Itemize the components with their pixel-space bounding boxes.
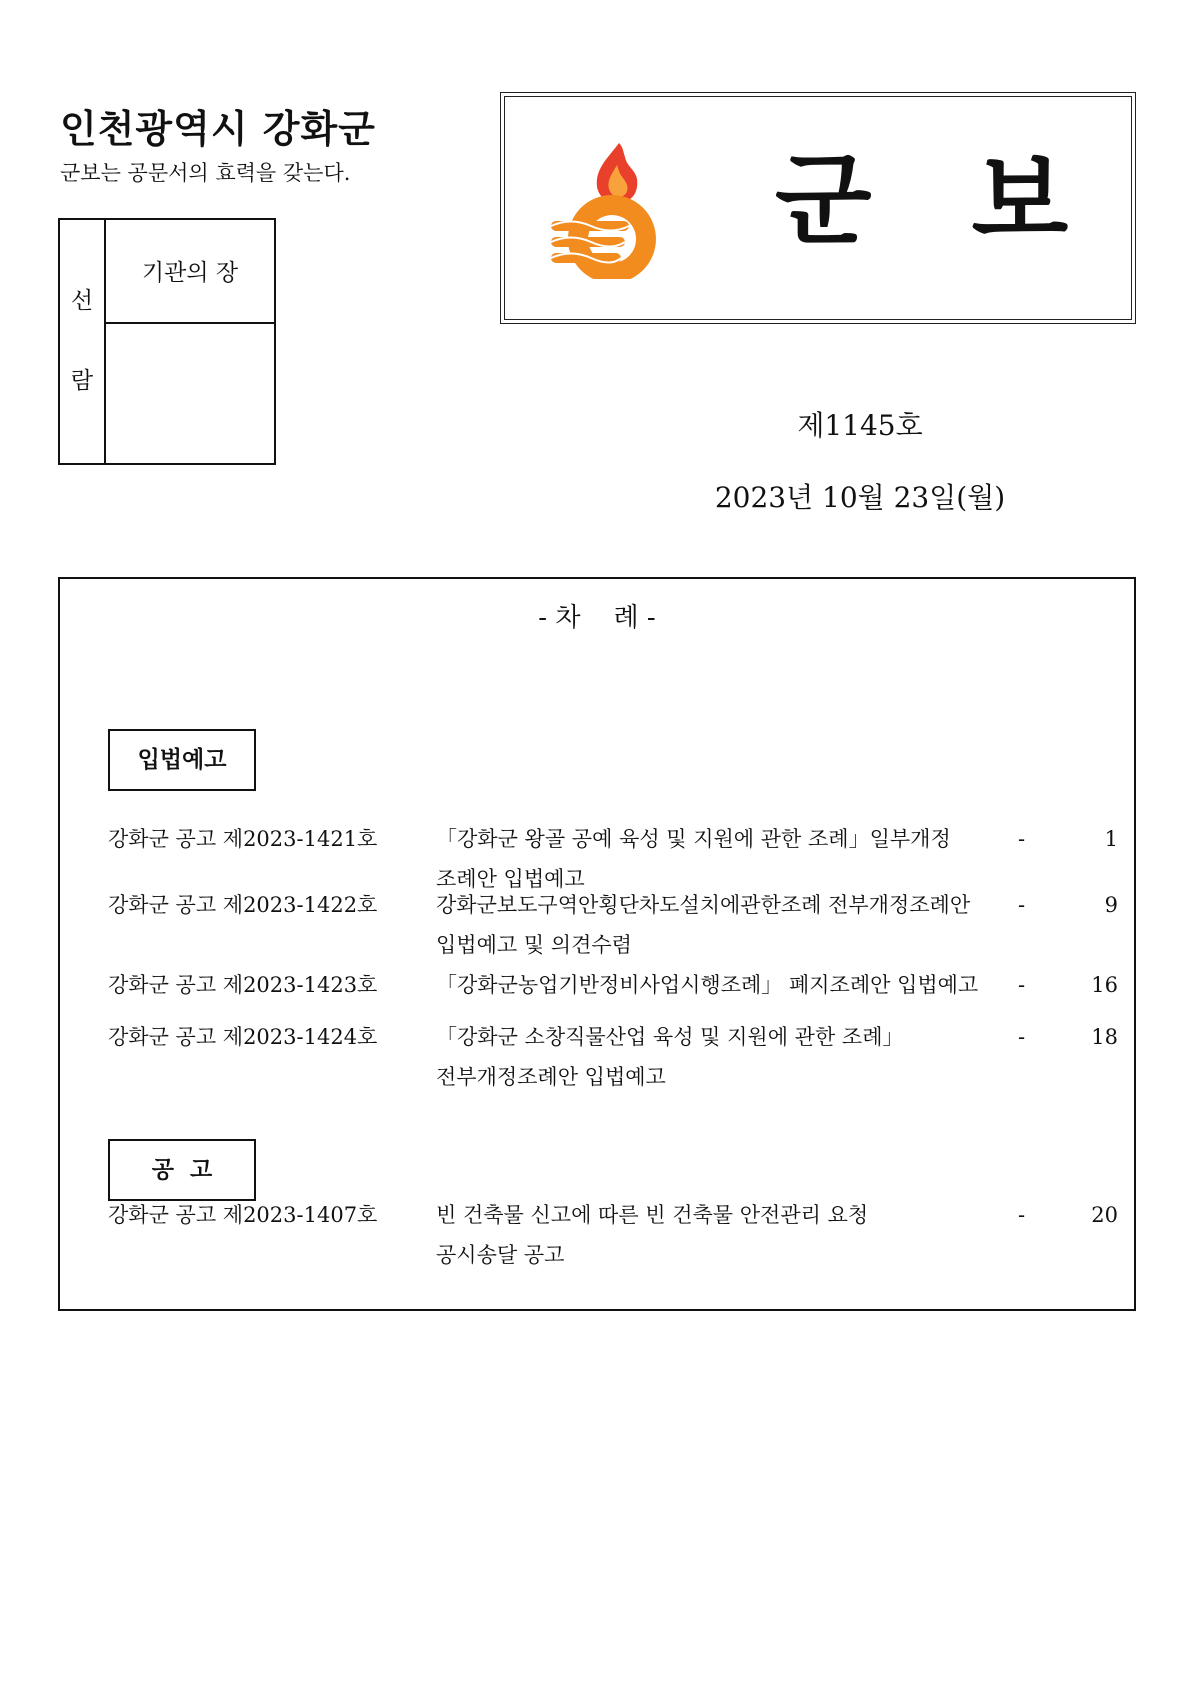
approval-side-char-1: 선: [70, 288, 94, 314]
approval-box: [58, 218, 276, 465]
table-of-contents: [58, 577, 1136, 1311]
entry-subject-line-1: 「강화군 왕골 공예 육성 및 지원에 관한 조례」일부개정: [436, 827, 951, 851]
approval-signature-area: [106, 324, 274, 463]
toc-title: - 차 례 -: [538, 603, 656, 633]
entry-subject: [436, 885, 1006, 965]
entry-subject-line-1: 빈 건축물 신고에 따른 빈 건축물 안전관리 요청: [436, 1203, 869, 1227]
entry-subject-line-2: 공시송달 공고: [436, 1243, 565, 1267]
entry-code: 강화군 공고 제2023-1423호: [108, 973, 378, 997]
entry-code: 강화군 공고 제2023-1424호: [108, 1025, 378, 1049]
entry-subject-line-1: 「강화군농업기반정비사업시행조례」 폐지조례안 입법예고: [436, 973, 979, 997]
entry-code: 강화군 공고 제2023-1421호: [108, 827, 378, 851]
entry-subject-line-2: 전부개정조례안 입법예고: [436, 1065, 666, 1089]
entry-dash: -: [1018, 1025, 1026, 1049]
section-label-legislative-notice: 입법예고: [108, 729, 256, 791]
ganghwa-county-emblem-icon: [547, 139, 677, 279]
entry-page-number: 16: [1091, 973, 1118, 997]
entry-dash: -: [1018, 1203, 1026, 1227]
issue-date: 2023년 10월 23일(월): [714, 481, 1006, 514]
section-label-public-notice: 공 고: [108, 1139, 256, 1201]
entry-dash: -: [1018, 973, 1026, 997]
entry-subject-line-1: 강화군보도구역안횡단차도설치에관한조례 전부개정조례안: [436, 893, 971, 917]
entry-subject-line-2: 조례안 입법예고: [436, 867, 585, 891]
entry-subject: [436, 965, 1006, 1005]
entry-page-number: 20: [1091, 1203, 1118, 1227]
entry-page-number: 1: [1104, 827, 1118, 851]
entry-page-number: 9: [1104, 893, 1118, 917]
issue-number: 제1145호: [797, 409, 923, 442]
entry-subject-line-2: 입법예고 및 의견수렴: [436, 933, 632, 957]
approval-side-char-2: 람: [70, 368, 94, 394]
approval-head-label: 기관의 장: [106, 220, 274, 324]
approval-side-label: [60, 220, 106, 463]
entry-page-number: 18: [1091, 1025, 1118, 1049]
tagline: 군보는 공문서의 효력을 갖는다.: [60, 161, 351, 185]
entry-subject: [436, 1195, 1006, 1275]
entry-code: 강화군 공고 제2023-1407호: [108, 1203, 378, 1227]
org-name: 인천광역시 강화군: [60, 107, 376, 151]
entry-subject-line-1: 「강화군 소창직물산업 육성 및 지원에 관한 조례」: [436, 1025, 904, 1049]
bulletin-banner: [500, 92, 1169, 324]
entry-dash: -: [1018, 893, 1026, 917]
entry-code: 강화군 공고 제2023-1422호: [108, 893, 378, 917]
entry-dash: -: [1018, 827, 1026, 851]
entry-subject: [436, 1017, 1006, 1097]
bulletin-title: 군보: [775, 142, 1169, 259]
